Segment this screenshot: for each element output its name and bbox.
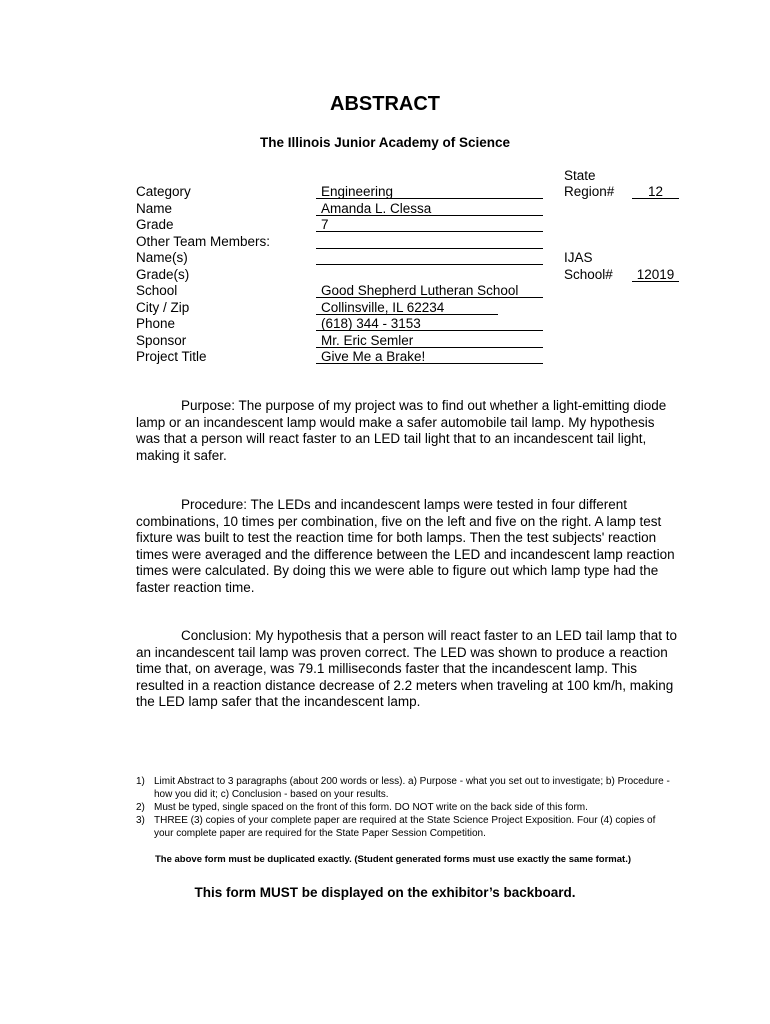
team-names-field <box>316 250 543 265</box>
state-label: State <box>564 168 596 183</box>
team-names-label: Name(s) <box>136 250 188 265</box>
procedure-paragraph: Procedure: The LEDs and incandescent lamps were tested in four different combinations, 10 times per combination, five on the left and five on the right. A lamp test fixture was built to test the reaction time for both lamps. Then the test subjects' reaction times were averaged and the difference between the LED and incandescent lamp reaction times were calculated. By doing this we were able to figure out which lamp type had the faster reaction time. <box>136 497 675 595</box>
instruction-text: Limit Abstract to 3 paragraphs (about 200 words or less). a) Purpose - what you set out to investigate; b) Procedure - how you did it; c) Conclusion - based on your results. <box>154 776 670 800</box>
phone-field: (618) 344 - 3153 <box>316 316 543 331</box>
city-zip-label: City / Zip <box>136 300 190 315</box>
state-region-field: 12 <box>632 184 679 199</box>
ijas-label: IJAS <box>564 250 593 265</box>
grade-label: Grade <box>136 217 174 232</box>
school-field: Good Shepherd Lutheran School <box>316 283 543 298</box>
sponsor-field: Mr. Eric Semler <box>316 333 543 348</box>
conclusion-paragraph: Conclusion: My hypothesis that a person will react faster to an LED tail lamp that to an incandescent tail lamp was proven correct. The LED was shown to produce a reaction time that, on average, was 79.1 milliseconds faster that the incandescent lamp. This resulted in a reaction distance decrease of 2.2 meters when traveling at 100 km/h, making the LED lamp safer that the incandescent lamp. <box>136 628 677 709</box>
instructions-list <box>136 775 676 840</box>
duplication-note: The above form must be duplicated exactly. (Student generated forms must use exactly the same format.) <box>155 854 632 865</box>
project-title-label: Project Title <box>136 349 207 364</box>
grade-field: 7 <box>316 217 543 232</box>
page-title: ABSTRACT <box>330 93 440 115</box>
instruction-text: THREE (3) copies of your complete paper are required at the State Science Project Exposition. Four (4) copies of your complete paper are required for the State Paper Session Competition. <box>154 815 656 839</box>
instruction-text: Must be typed, single spaced on the front of this form. DO NOT write on the back side of this form. <box>154 802 588 813</box>
team-grades-label: Grade(s) <box>136 267 190 282</box>
instruction-number: 3) <box>136 815 145 826</box>
other-team-members-field <box>316 234 543 249</box>
category-field: Engineering <box>316 184 543 199</box>
school-label: School <box>136 283 178 298</box>
instruction-number: 1) <box>136 776 145 787</box>
purpose-section <box>136 398 681 464</box>
phone-label: Phone <box>136 316 176 331</box>
name-field: Amanda L. Clessa <box>316 201 543 216</box>
instruction-item <box>136 814 676 840</box>
organization-name: The Illinois Junior Academy of Science <box>259 135 511 150</box>
school-number-label: School# <box>564 267 613 282</box>
purpose-paragraph: Purpose: The purpose of my project was to find out whether a light-emitting diode lamp or an incandescent lamp would make a safer automobile tail lamp. My hypothesis was that a person will react faster to an LED tail light that to an incandescent tail light, making it safer. <box>136 398 667 463</box>
category-label: Category <box>136 184 191 199</box>
sponsor-label: Sponsor <box>136 333 187 348</box>
procedure-section <box>136 497 681 596</box>
project-title-field: Give Me a Brake! <box>316 349 543 364</box>
conclusion-section <box>136 628 681 711</box>
region-label: Region# <box>564 184 615 199</box>
other-team-members-label: Other Team Members: <box>136 234 271 249</box>
name-label: Name <box>136 201 173 216</box>
display-requirement: This form MUST be displayed on the exhibitor’s backboard. <box>194 885 576 900</box>
city-zip-field: Collinsville, IL 62234 <box>316 300 498 315</box>
instruction-item <box>136 801 676 814</box>
instruction-item <box>136 775 676 801</box>
instruction-number: 2) <box>136 802 145 813</box>
ijas-school-field: 12019 <box>632 267 679 282</box>
